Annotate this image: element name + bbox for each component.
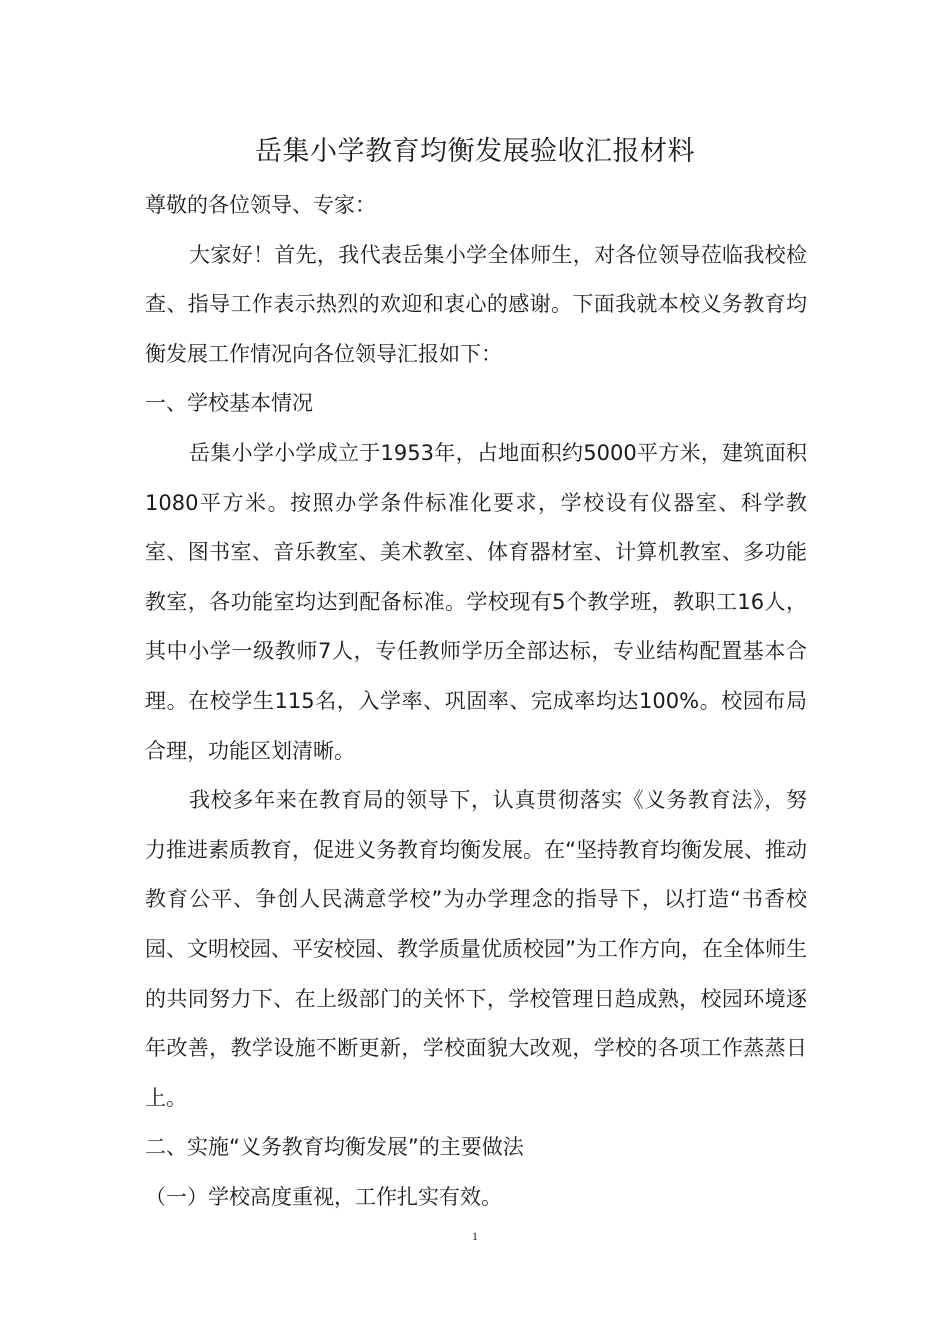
school-philosophy-paragraph: 我校多年来在教育局的领导下，认真贯彻落实《义务教育法》，努力推进素质教育，促进义务教育均衡发展。在“坚持教育均衡发展、推动教育公平、争创人民满意学校”为办学理念的指导下，以打造“书香校园、文明校园、平安校园、教学质量优质校园”为工作方向，在全体师生的共同努力下、在上级部门的关怀下，学校管理日趋成熟，校园环境逐年改善，教学设施不断更新，学校面貌大改观，学校的各项工作蒸蒸日上。: [145, 788, 807, 1110]
opening-paragraph: 大家好！首先，我代表岳集小学全体师生，对各位领导莅临我校检查、指导工作表示热烈的欢迎和衷心的感谢。下面我就本校义务教育均衡发展工作情况向各位领导汇报如下：: [145, 242, 807, 366]
salutation: 尊敬的各位领导、专家：: [145, 193, 376, 217]
page-number: 1: [472, 1229, 478, 1243]
school-info-paragraph: 岳集小学小学成立于1953年，占地面积约5000平方米，建筑面积1080平方米。按照办学条件标准化要求，学校设有仪器室、科学教室、图书室、音乐教室、美术教室、体育器材室、计算机教室、多功能教室，各功能室均达到配备标准。学校现有5个教学班，教职工16人，其中小学一级教师7人，专任教师学历全部达标，专业结构配置基本合理。在校学生115名，入学率、巩固率、完成率均达100%。校园布局合理，功能区划清晰。: [145, 440, 807, 763]
document-body: [145, 181, 807, 1222]
document-title: 岳集小学教育均衡发展验收汇报材料: [255, 136, 695, 167]
subsection-heading-1: （一）学校高度重视，工作扎实有效。: [145, 1184, 502, 1209]
section-heading-1: 一、学校基本情况: [145, 391, 313, 416]
section-heading-2: 二、实施“义务教育均衡发展”的主要做法: [145, 1135, 524, 1160]
